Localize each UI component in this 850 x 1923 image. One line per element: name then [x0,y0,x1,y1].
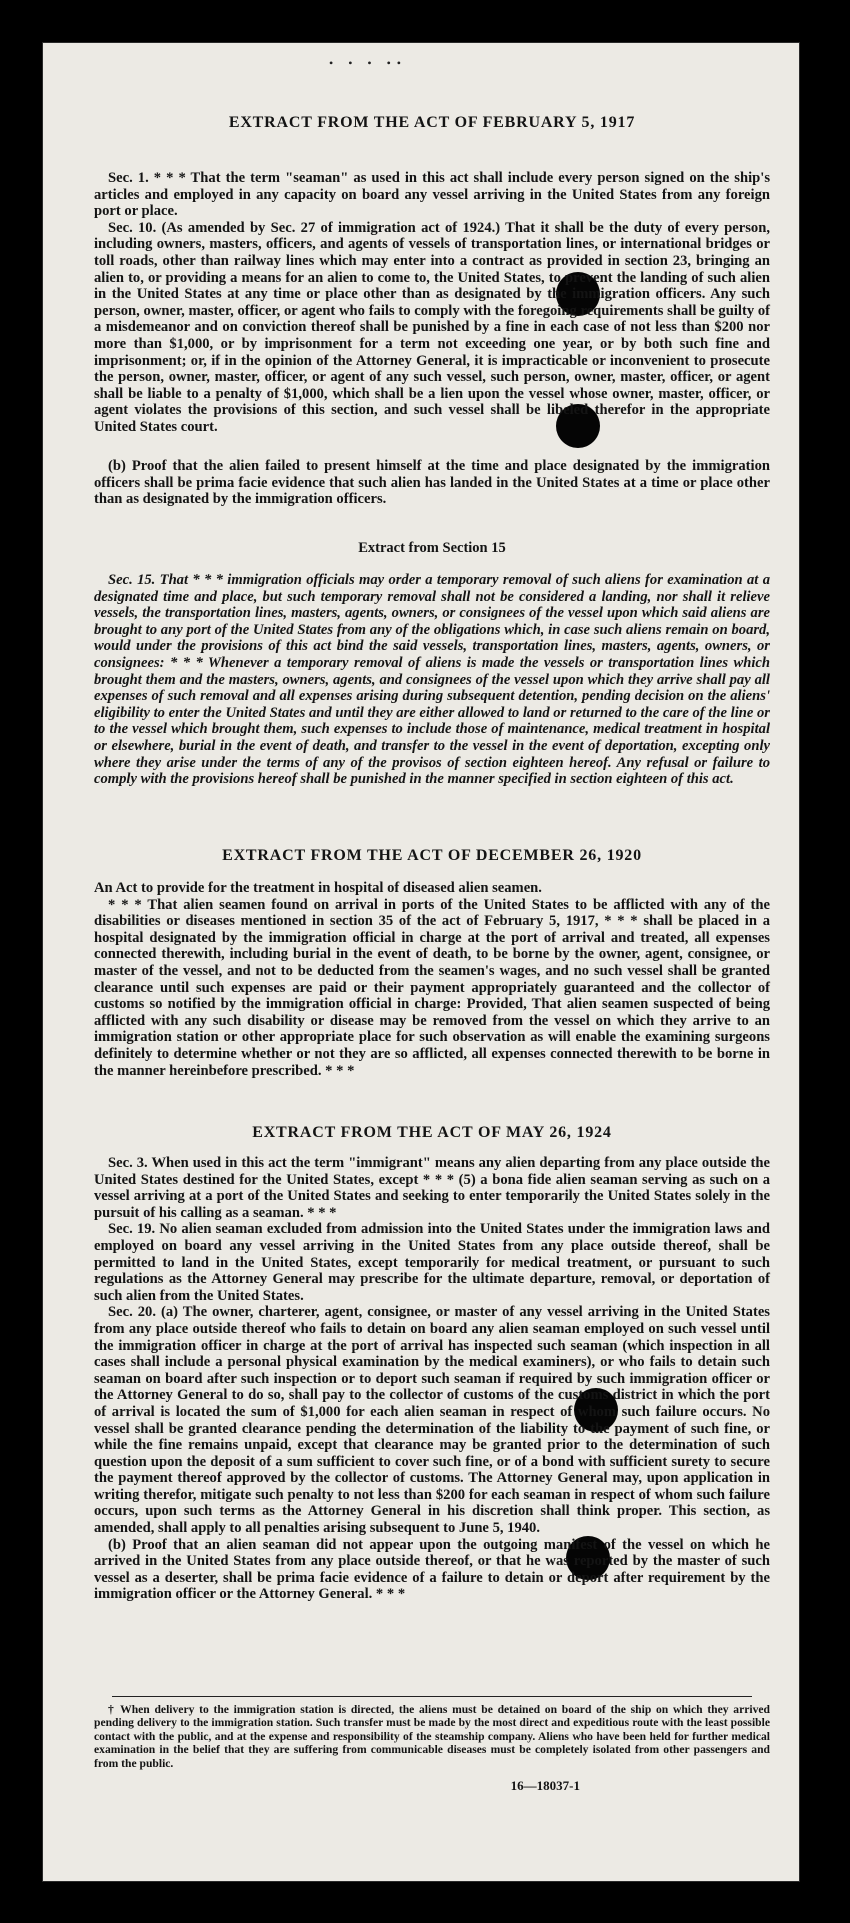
heading-act-1920: EXTRACT FROM THE ACT OF DECEMBER 26, 1920 [222,847,642,864]
paragraph-sec-3: Sec. 3. When used in this act the term "immigrant" means any alien departing from any place outside the United States destined for the United States, except * * * (5) a bona fide alien seaman serving as such on a vessel arriving at a port of the United States and seeking to enter temporarily the United States solely in the pursuit of his calling as a seaman. * * * [94,1155,770,1221]
paragraph-sec-20a: Sec. 20. (a) The owner, charterer, agent, consignee, or master of any vessel arriving in the United States from any place outside thereof who fails to detain on board any alien seaman employed on such vessel until the immigration officer in charge at the port of arrival has inspected such seaman (which inspection in all cases shall include a personal physical examination by the medical examiners), or who fails to detain such seaman on board after such inspection or to deport such seaman if required by such immigration officer or the Attorney General to do so, shall pay to the collector of customs of the customs district in which the port of arrival is located the sum of $1,000 for each alien seaman in respect of whom such failure occurs. No vessel shall be granted clearance pending the determination of the liability to the payment of such fine, or while the fine remains unpaid, except that clearance may be granted prior to the determination of such question upon the deposit of a sum sufficient to cover such fine, or of a bond with sufficient surety to secure the payment thereof approved by the collector of customs. The Attorney General may, upon application in writing therefor, mitigate such penalty to not less than $200 for each seaman in respect of whom such failure occurs, upon such terms as the Attorney General in his discretion shall think proper. This section, as amended, shall apply to all penalties arising subsequent to June 5, 1940. [94,1304,770,1537]
footnote: † When delivery to the immigration station is directed, the aliens must be detained on board of the ship on which they arrived pending delivery to the immigration station. Such transfer must be made by the most direct and expeditious route with the least possible contact with the public, and at the expense and responsibility of the steamship company. Aliens who have been held for further medical examination in the belief that they are suffering from communicable diseases must be completely isolated from other passengers and from the public. [94,1703,770,1770]
heading-act-1924: EXTRACT FROM THE ACT OF MAY 26, 1924 [252,1124,612,1141]
paragraph-proof: (b) Proof that the alien failed to present himself at the time and place designated by the immigration officers shall be prima facie evidence that such alien has landed in the United States at a time or place other than as designated by the immigration officers. [94,458,770,508]
form-code: 16—18037-1 [510,1778,580,1794]
top-marks: • • • •• [329,56,408,70]
paragraph-sec-19: Sec. 19. No alien seaman excluded from admission into the United States under the immigration laws and employed on board any vessel arriving in the United States from any place outside thereof, shall be permitted to land in the United States, except temporarily for medical treatment, or pursuant to such regulations as the Attorney General may prescribe for the ultimate departure, removal, or deportation of such alien from the United States. [94,1221,770,1304]
paragraph-sec-20b: (b) Proof that an alien seaman did not appear upon the outgoing manifest of the vessel on which he arrived in the United States from any place outside thereof, or that he was reported by the master of such vessel as a deserter, shall be prima facie evidence of a failure to detain or deport after requirement by the immigration officer or the Attorney General. * * * [94,1536,770,1603]
subheading-section-15: Extract from Section 15 [358,540,506,556]
footnote-rule [112,1696,752,1697]
paragraph-sec-10: Sec. 10. (As amended by Sec. 27 of immigration act of 1924.) That it shall be the duty of every person, including owners, masters, officers, and agents of vessels of transportation lines, or international bridges or toll roads, other than railway lines which may enter into a contract as provided in section 23, bringing an alien to, or providing a means for an alien to come to, the United States, to prevent the landing of such alien in the United States at any time or place other than as designated by the immigration officers. Any such person, owner, master, officer, or agent who fails to comply with the foregoing requirements shall be guilty of a misdemeanor and on conviction thereof shall be punished by a fine in each case of not less than $200 nor more than $1,000, or by imprisonment for a term not exceeding one year, or by both such fine and imprisonment; or, if in the opinion of the Attorney General, it is impracticable or inconvenient to prosecute the person, owner, master, officer, or agent of any such vessel, such person, owner, master, officer, or agent shall be liable to a penalty of $1,000, which shall be a lien upon the vessel whose owner, master, officer, or agent violates the provisions of this section, and such vessel shall be libeled therefor in the appropriate United States court. [94,219,770,435]
document-page [42,42,800,1882]
paragraph-sec-15: Sec. 15. That * * * immigration officials may order a temporary removal of such aliens for examination at a designated time and place, but such temporary removal shall not be considered a landing, nor shall it relieve vessels, the transportation lines, masters, agents, owners, or consignees of the vessel upon which said aliens are brought to any port of the United States from any of the obligations which, in case such aliens remain on board, would under the provisions of this act bind the said vessels, transportation lines, masters, agents, owners, or consignees: * * * Whenever a temporary removal of aliens is made the vessels or transportation lines which brought them and the masters, owners, agents, and consignees of the vessel upon which they arrive shall pay all expenses of such removal and all expenses arising during subsequent detention, pending decision on the aliens' eligibility to enter the United States and until they are either allowed to land or returned to the care of the line or to the vessel which brought them, such expenses to include those of maintenance, medical treatment in hospital or elsewhere, burial in the event of death, and transfer to the vessel in the event of deportation, excepting only where they arise under the terms of any of the provisos of section eighteen hereof. Any refusal or failure to comply with the provisions hereof shall be punished in the manner specified in section eighteen of this act. [94,572,770,788]
act-1920-title: An Act to provide for the treatment in hospital of diseased alien seamen. [94,880,542,896]
paragraph-sec-1: Sec. 1. * * * That the term "seaman" as used in this act shall include every person signed on the ship's articles and employed in any capacity on board any vessel arriving in the United States from any foreign port or place. [94,170,770,220]
paragraph-act-1920: * * * That alien seamen found on arrival in ports of the United States to be afflicted with any of the disabilities or diseases mentioned in section 35 of the act of February 5, 1917, * * * shall be placed in a hospital designated by the immigration official in charge at the port of arrival and treated, all expenses connected therewith, including burial in the event of death, to be borne by the owner, agent, consignee, or master of the vessel, and not to be deducted from the seamen's wages, and no such vessel shall be granted clearance until such expenses are paid or their payment appropriately guaranteed and the collector of customs so notified by the immigration official in charge: Provided, That alien seamen suspected of being afflicted with any such disability or disease may be removed from the vessel on which they arrive to an immigration station or other appropriate place for such observation as will enable the examining surgeons definitely to determine whether or not they are so afflicted, all expenses connected therewith to be borne in the manner hereinbefore prescribed. * * * [94,896,770,1079]
heading-act-1917: EXTRACT FROM THE ACT OF FEBRUARY 5, 1917 [228,114,636,131]
